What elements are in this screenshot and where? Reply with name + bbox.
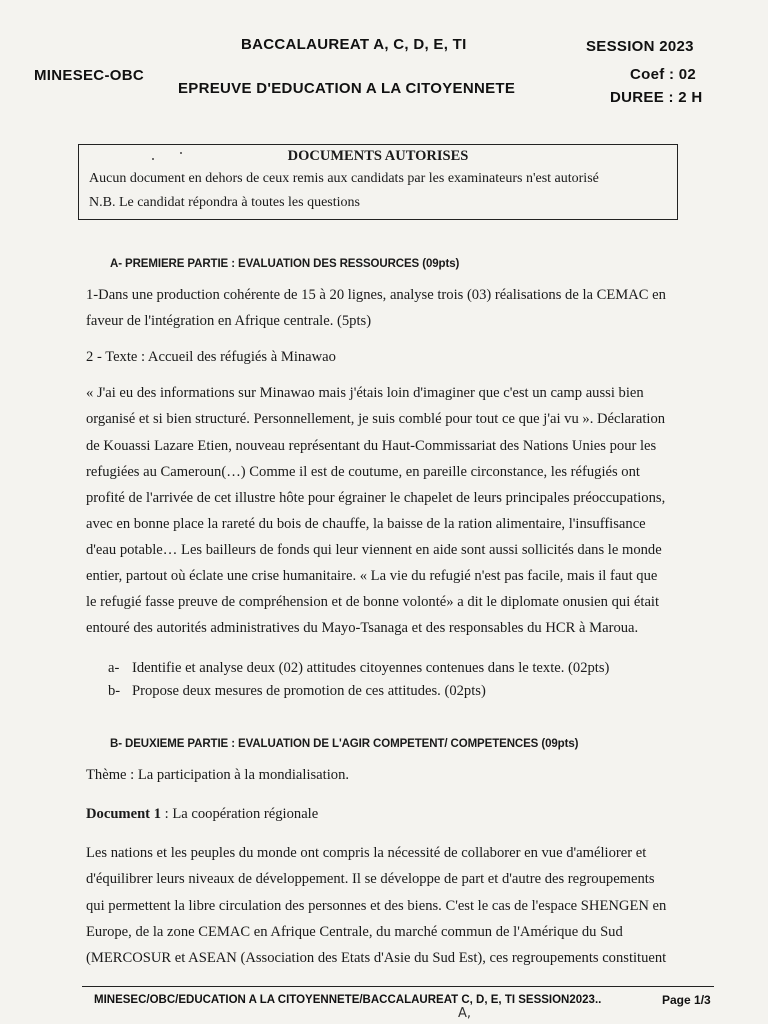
coefficient: Coef : 02 [630,66,697,83]
text-line: d'eau potable… Les bailleurs de fonds qui leur viennent en aide sont aussi sollicités dans le monde [86,542,662,558]
page-number: Page 1/3 [662,993,711,1007]
sub-question-a-marker: a- [108,660,120,676]
theme: Thème : La participation à la mondialisation. [86,767,350,783]
part-b-heading: B- DEUXIEME PARTIE : EVALUATION DE L'AGIR COMPETENT/ COMPETENCES (09pts) [110,738,579,750]
sub-question-a: Identifie et analyse deux (02) attitudes citoyennes contenues dans le texte. (02pts) [132,660,610,676]
document-1-line: d'équilibrer leurs niveaux de développement. Il se développe de part et d'autre des regroupements [86,871,655,887]
documents-box [78,144,678,220]
duration: DUREE : 2 H [610,89,703,106]
text-line: entier, partout où éclate une crise humanitaire. « La vie du refugié n'est pas facile, mais il faut que [86,568,658,584]
document-1-label: Document 1 [86,806,161,822]
question-1-line-1: 1-Dans une production cohérente de 15 à 20 lignes, analyse trois (03) réalisations de la CEMAC en [86,287,666,303]
handwritten-note: A, [458,1006,472,1021]
document-1-line: (MERCOSUR et ASEAN (Association des Etats d'Asie du Sud Est), ces regroupements constituent [86,950,667,966]
sub-question-b: Propose deux mesures de promotion de ces attitudes. (02pts) [132,683,486,699]
footer-reference: MINESEC/OBC/EDUCATION A LA CITOYENNETE/BACCALAUREAT C, D, E, TI SESSION2023.. [94,994,602,1006]
footer-divider [82,986,714,987]
documents-box-rule: Aucun document en dehors de ceux remis aux candidats par les examinateurs n'est autorisé [89,171,599,186]
subject-title: EPREUVE D'EDUCATION A LA CITOYENNETE [178,80,516,97]
scan-speck [180,152,182,154]
text-line: refugiées au Cameroun(…) Comme il est de coutume, en pareille circonstance, les réfugiés ont [86,464,640,480]
document-1-line: qui permettent la libre circulation des personnes et des biens. C'est le cas de l'espace SHENGEN en [86,898,667,914]
exam-title: BACCALAUREAT A, C, D, E, TI [241,36,467,53]
question-1-line-2: faveur de l'intégration en Afrique centrale. (5pts) [86,313,372,329]
document-1-line: Europe, de la zone CEMAC en Afrique Centrale, du marché commun de l'Amérique du Sud [86,924,623,940]
document-1-line: Les nations et les peuples du monde ont compris la nécessité de collaborer en vue d'améliorer et [86,845,647,861]
part-a-heading: A- PREMIERE PARTIE : EVALUATION DES RESSOURCES (09pts) [110,258,460,270]
documents-box-note: N.B. Le candidat répondra à toutes les questions [89,195,360,210]
institution: MINESEC-OBC [34,67,144,84]
documents-box-title: DOCUMENTS AUTORISES [287,148,469,164]
session-label: SESSION 2023 [586,38,694,55]
text-line: profité de l'arrivée de cet illustre hôte pour égrainer le chapelet de leurs principales préoccupations, [86,490,666,506]
text-line: de Kouassi Lazare Etien, nouveau représentant du Haut-Commissariat des Nations Unies pour les [86,438,657,454]
text-line: organisé et si bien structuré. Personnellement, je suis comblé pour tout ce que j'ai vu ». Déclaration [86,411,666,427]
document-1-subtitle: : La coopération régionale [161,806,319,822]
text-line: entouré des autorités administratives du Mayo-Tsanaga et des responsables du HCR à Maroua. [86,620,639,636]
scan-speck [152,158,154,160]
text-line: avec en bonne place la rareté du bois de chauffe, la baisse de la ration alimentaire, l'insuffisance [86,516,646,532]
text-line: le refugié fasse preuve de compréhension et de bonne volonté» a dit le diplomate onusien qui était [86,594,660,610]
document-1-title [86,806,318,823]
question-2-title: 2 - Texte : Accueil des réfugiés à Minawao [86,349,336,365]
text-line: « J'ai eu des informations sur Minawao mais j'étais loin d'imaginer que c'est un camp aussi bien [86,385,644,401]
sub-question-b-marker: b- [108,683,121,699]
